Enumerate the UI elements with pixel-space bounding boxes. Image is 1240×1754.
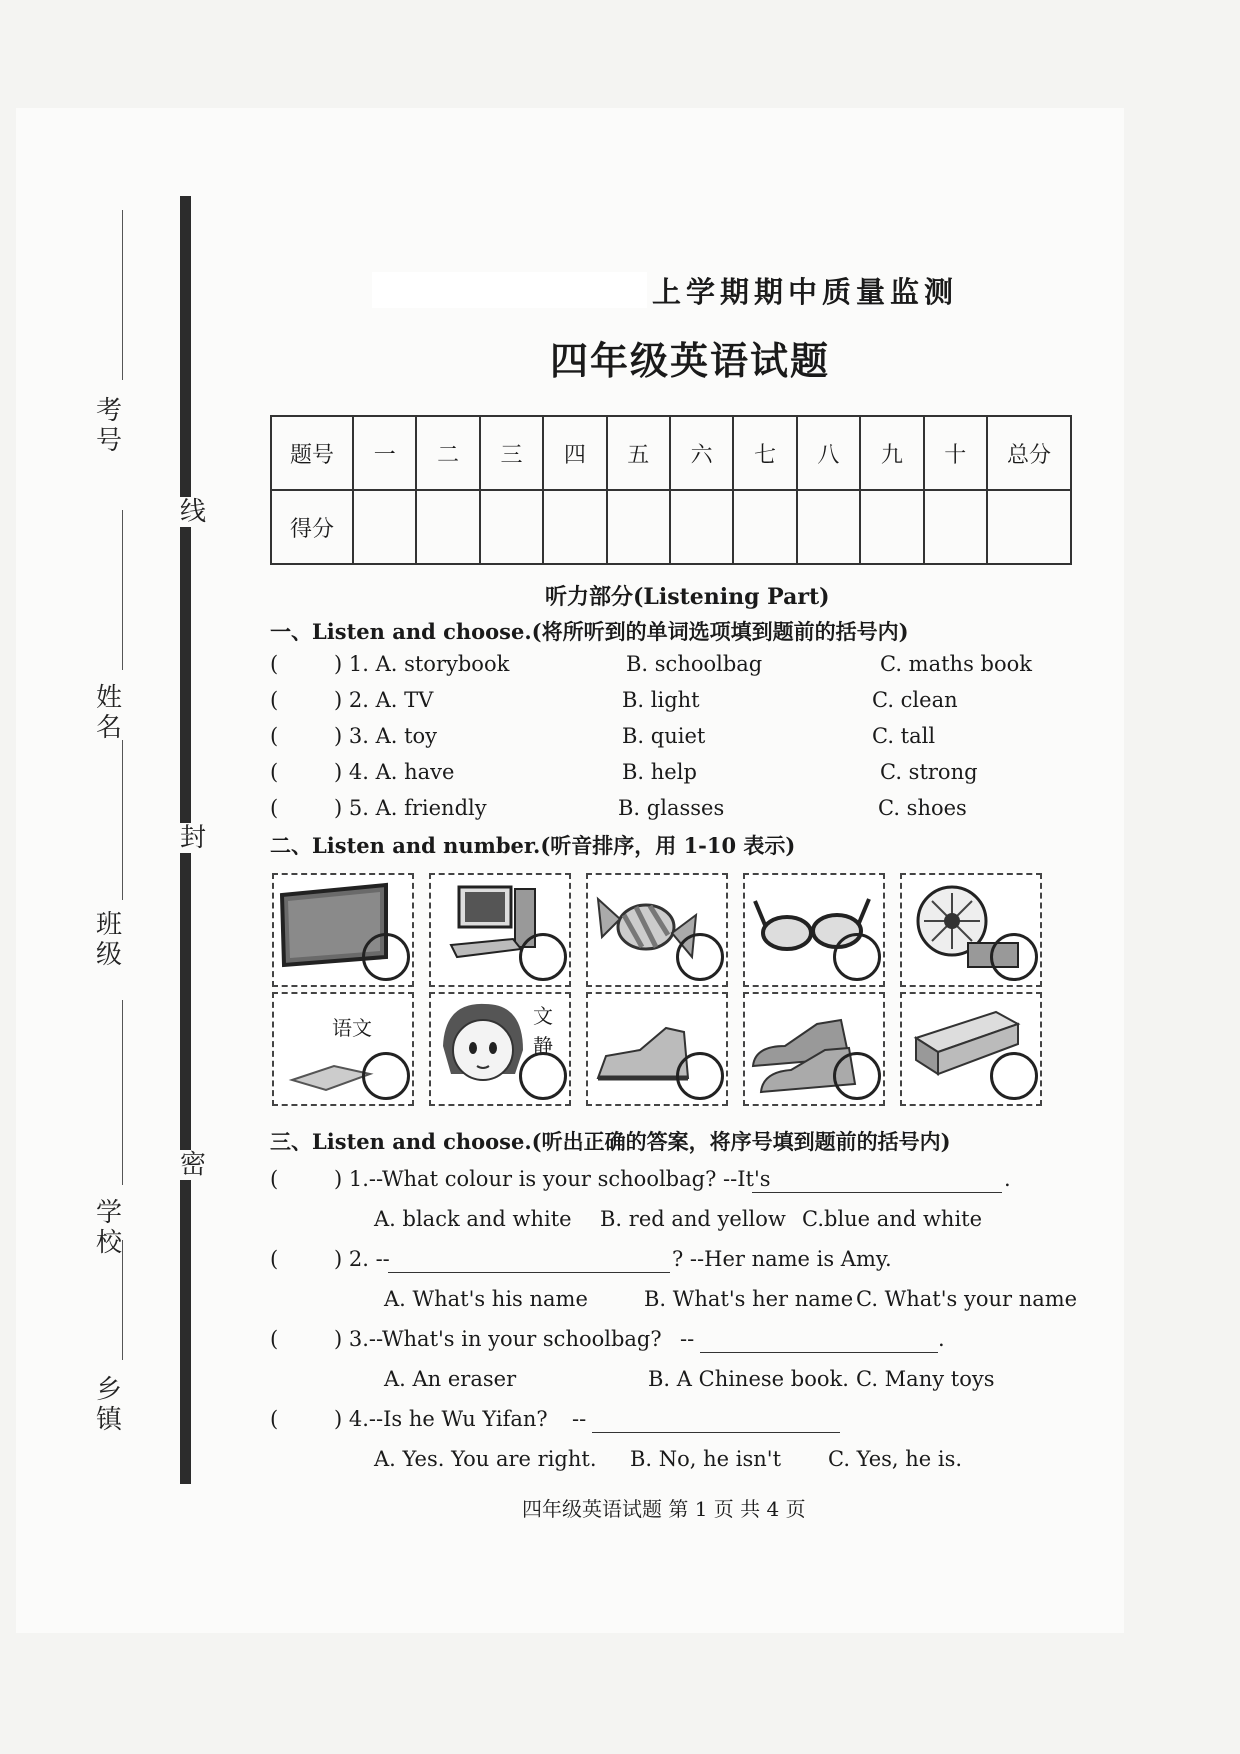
s3-q3-mid: --	[680, 1327, 695, 1351]
s1-item4: ) 4. A. have	[334, 760, 455, 784]
score-header-row	[271, 416, 1071, 490]
s3-q2-c: C. What's your name	[856, 1287, 1078, 1311]
score-cell: 六	[670, 416, 733, 490]
picture-sneaker	[586, 992, 728, 1106]
girl-char-1: 文	[533, 1004, 553, 1028]
s1-item4-b: B. help	[622, 760, 697, 784]
xingming-line	[122, 510, 123, 670]
s3-q1-end: .	[1004, 1167, 1011, 1191]
s3-q3-a: A. An eraser	[384, 1367, 517, 1391]
score-input[interactable]	[860, 490, 923, 564]
score-label: 得分	[271, 490, 353, 564]
score-cell: 五	[607, 416, 670, 490]
xuexiao-line	[122, 1000, 123, 1185]
picture-pencil-box	[900, 992, 1042, 1106]
score-table	[270, 415, 1072, 565]
picture-blackboard	[272, 873, 414, 987]
score-cell: 总分	[987, 416, 1071, 490]
picture-glasses	[743, 873, 885, 987]
answer-paren[interactable]: (	[270, 688, 279, 712]
s3-q3-blank[interactable]	[700, 1330, 938, 1353]
number-circle[interactable]	[519, 933, 567, 981]
number-circle[interactable]	[362, 933, 410, 981]
answer-paren[interactable]: (	[270, 724, 279, 748]
s3-q1-b: B. red and yellow	[600, 1207, 786, 1231]
label-xingming: 姓名	[95, 683, 122, 743]
answer-paren[interactable]: (	[270, 1327, 279, 1351]
picture-candy	[586, 873, 728, 987]
s1-item3-c: C. tall	[872, 724, 936, 748]
label-mi: 密	[179, 1150, 206, 1180]
score-input[interactable]	[416, 490, 479, 564]
answer-paren[interactable]: (	[270, 1407, 279, 1431]
s3-q4: ) 4.--Is he Wu Yifan?	[334, 1407, 548, 1431]
xiangzhen-line	[122, 1240, 123, 1360]
section2-heading: 二、Listen and number.(听音排序，用 1-10 表示)	[270, 833, 796, 858]
answer-paren[interactable]: (	[270, 652, 279, 676]
s1-item5-b: B. glasses	[618, 796, 725, 820]
answer-paren[interactable]: (	[270, 796, 279, 820]
score-cell: 一	[353, 416, 416, 490]
score-input[interactable]	[797, 490, 860, 564]
score-cell: 八	[797, 416, 860, 490]
score-value-row	[271, 490, 1071, 564]
number-circle[interactable]	[362, 1052, 410, 1100]
s3-q2-b: B. What's her name	[644, 1287, 854, 1311]
kaohao-line	[122, 210, 123, 380]
score-cell: 二	[416, 416, 479, 490]
s3-q2-a: A. What's his name	[384, 1287, 588, 1311]
answer-paren[interactable]: (	[270, 760, 279, 784]
picture-fan	[900, 873, 1042, 987]
number-circle[interactable]	[833, 1052, 881, 1100]
s3-q3: ) 3.--What's in your schoolbag?	[334, 1327, 662, 1351]
score-input[interactable]	[607, 490, 670, 564]
picture-computer	[429, 873, 571, 987]
score-input[interactable]	[987, 490, 1071, 564]
answer-paren[interactable]: (	[270, 1167, 279, 1191]
s3-q1-c: C.blue and white	[802, 1207, 983, 1231]
number-circle[interactable]	[990, 1052, 1038, 1100]
score-cell: 三	[480, 416, 543, 490]
score-input[interactable]	[480, 490, 543, 564]
score-cell: 题号	[271, 416, 353, 490]
label-xiangzhen: 乡镇	[95, 1375, 122, 1435]
exam-subtitle: 四年级英语试题	[550, 338, 831, 383]
number-circle[interactable]	[833, 933, 881, 981]
section1-heading: 一、Listen and choose.(将所听到的单词选项填到题前的括号内)	[270, 619, 909, 644]
s3-q1: ) 1.--What colour is your schoolbag? --It's	[334, 1167, 771, 1191]
score-cell: 十	[924, 416, 987, 490]
label-feng: 封	[179, 823, 206, 853]
s1-item5-c: C. shoes	[878, 796, 967, 820]
score-cell: 四	[543, 416, 606, 490]
exam-title: 上学期期中质量监测	[652, 275, 959, 309]
listening-part-heading: 听力部分(Listening Part)	[545, 584, 830, 610]
s3-q3-b: B. A Chinese book.	[648, 1367, 849, 1391]
s1-item3: ) 3. A. toy	[334, 724, 438, 748]
number-circle[interactable]	[676, 933, 724, 981]
score-input[interactable]	[543, 490, 606, 564]
score-input[interactable]	[924, 490, 987, 564]
s3-q4-b: B. No, he isn't	[630, 1447, 782, 1471]
number-circle[interactable]	[990, 933, 1038, 981]
picture-chinese-book	[272, 992, 414, 1106]
label-xuexiao: 学校	[95, 1198, 122, 1258]
s1-item2-b: B. light	[622, 688, 700, 712]
s1-item2: ) 2. A. TV	[334, 688, 434, 712]
redacted-region	[372, 272, 647, 308]
section3-heading: 三、Listen and choose.(听出正确的答案，将序号填到题前的括号内)	[270, 1129, 951, 1154]
s1-item3-b: B. quiet	[622, 724, 706, 748]
s1-item1-b: B. schoolbag	[626, 652, 763, 676]
number-circle[interactable]	[519, 1052, 567, 1100]
score-cell: 九	[860, 416, 923, 490]
s1-item4-c: C. strong	[880, 760, 978, 784]
s3-q4-a: A. Yes. You are right.	[374, 1447, 597, 1471]
banji-line	[122, 740, 123, 900]
s3-q4-c: C. Yes, he is.	[828, 1447, 963, 1471]
s3-q3-c: C. Many toys	[856, 1367, 995, 1391]
label-kaohao: 考号	[95, 396, 122, 456]
s3-q4-mid: --	[572, 1407, 587, 1431]
label-xian: 线	[179, 497, 206, 527]
score-cell: 七	[733, 416, 796, 490]
page-footer: 四年级英语试题 第 1 页 共 4 页	[522, 1497, 806, 1521]
label-banji: 班级	[95, 910, 122, 970]
picture-shoes	[743, 992, 885, 1106]
s3-q2-mid: ? --Her name is Amy.	[672, 1247, 892, 1271]
s1-item1: ) 1. A. storybook	[334, 652, 510, 676]
book-label: 语文	[332, 1016, 372, 1040]
number-circle[interactable]	[676, 1052, 724, 1100]
s3-q2: ) 2. --	[334, 1247, 390, 1271]
girl-char-2: 静	[533, 1034, 553, 1058]
s1-item1-c: C. maths book	[880, 652, 1032, 676]
s3-q4-blank[interactable]	[592, 1410, 840, 1433]
s3-q1-blank[interactable]	[752, 1170, 1002, 1193]
answer-paren[interactable]: (	[270, 1247, 279, 1271]
s3-q1-a: A. black and white	[374, 1207, 572, 1231]
score-input[interactable]	[733, 490, 796, 564]
score-input[interactable]	[670, 490, 733, 564]
picture-quiet-girl	[429, 992, 571, 1106]
score-input[interactable]	[353, 490, 416, 564]
s3-q2-blank[interactable]	[388, 1250, 670, 1273]
s1-item2-c: C. clean	[872, 688, 958, 712]
s1-item5: ) 5. A. friendly	[334, 796, 487, 820]
s3-q3-end: .	[938, 1327, 945, 1351]
